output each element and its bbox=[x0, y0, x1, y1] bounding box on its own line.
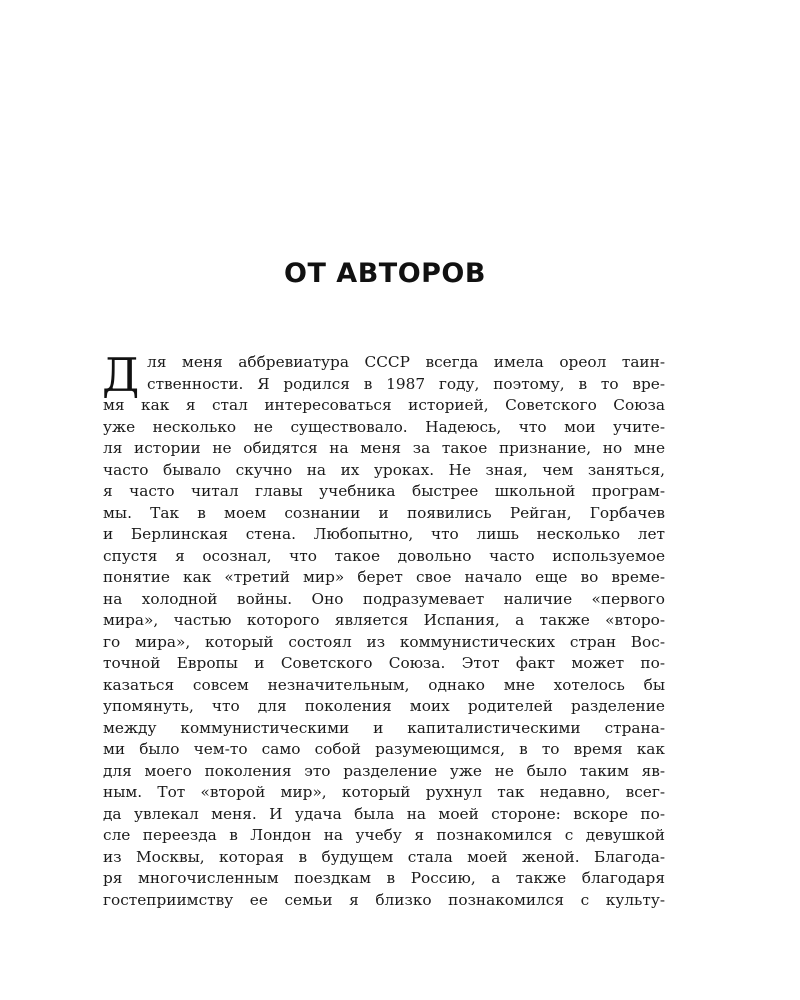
text-line: ля истории не обидятся на меня за такое признание, но мне bbox=[103, 439, 665, 457]
text-line: на холодной войны. Оно подразумевает наличие «первого bbox=[103, 589, 665, 608]
text-line: мя как я стал интересоваться историей, Советского Союза bbox=[103, 396, 665, 414]
text-line: ми было чем-то само собой разумеющимся, в то время как bbox=[103, 740, 665, 758]
text-line: спустя я осознал, что такое довольно часто используемое bbox=[103, 546, 665, 565]
text-line: мы. Так в моем сознании и появились Рейган, Горбачев bbox=[103, 503, 665, 522]
text-line: мира», частью которого является Испания, а также «второ- bbox=[103, 611, 665, 629]
drop-cap-letter: Д bbox=[102, 348, 140, 402]
text-line: из Москвы, которая в будущем стала моей женой. Благода- bbox=[103, 847, 665, 866]
text-line: между коммунистическими и капиталистическими страна- bbox=[103, 718, 665, 737]
text-line: ственности. Я родился в 1987 году, поэтому, в то вре- bbox=[147, 374, 665, 393]
text-line: я часто читал главы учебника быстрее школьной програм- bbox=[103, 482, 665, 500]
chapter-title: ОТ АВТОРОВ bbox=[284, 258, 486, 289]
text-line: точной Европы и Советского Союза. Этот факт может по- bbox=[103, 654, 665, 672]
text-line: понятие как «третий мир» берет свое начало еще во време- bbox=[103, 568, 665, 586]
text-line: да увлекал меня. И удача была на моей стороне: вскоре по- bbox=[103, 804, 665, 823]
text-line: сле переезда в Лондон на учебу я познакомился с девушкой bbox=[103, 826, 665, 844]
text-line: казаться совсем незначительным, однако мне хотелось бы bbox=[103, 675, 665, 694]
text-line: ля меня аббревиатура СССР всегда имела ореол таин- bbox=[147, 353, 665, 371]
body-paragraph bbox=[102, 348, 665, 911]
text-line: и Берлинская стена. Любопытно, что лишь несколько лет bbox=[103, 525, 665, 543]
text-line: часто бывало скучно на их уроках. Не зная, чем заняться, bbox=[103, 460, 665, 479]
text-line: ным. Тот «второй мир», который рухнул так недавно, всег- bbox=[103, 783, 665, 801]
text-line: гостеприимству ее семьи я близко познакомился с культу- bbox=[103, 890, 665, 909]
text-line: упомянуть, что для поколения моих родителей разделение bbox=[103, 697, 665, 715]
text-line: го мира», который состоял из коммунистических стран Вос- bbox=[103, 632, 665, 651]
text-line: ря многочисленным поездкам в Россию, а также благодаря bbox=[103, 869, 665, 887]
text-line: для моего поколения это разделение уже не было таким яв- bbox=[103, 761, 665, 780]
text-line: уже несколько не существовало. Надеюсь, что мои учите- bbox=[103, 417, 665, 436]
